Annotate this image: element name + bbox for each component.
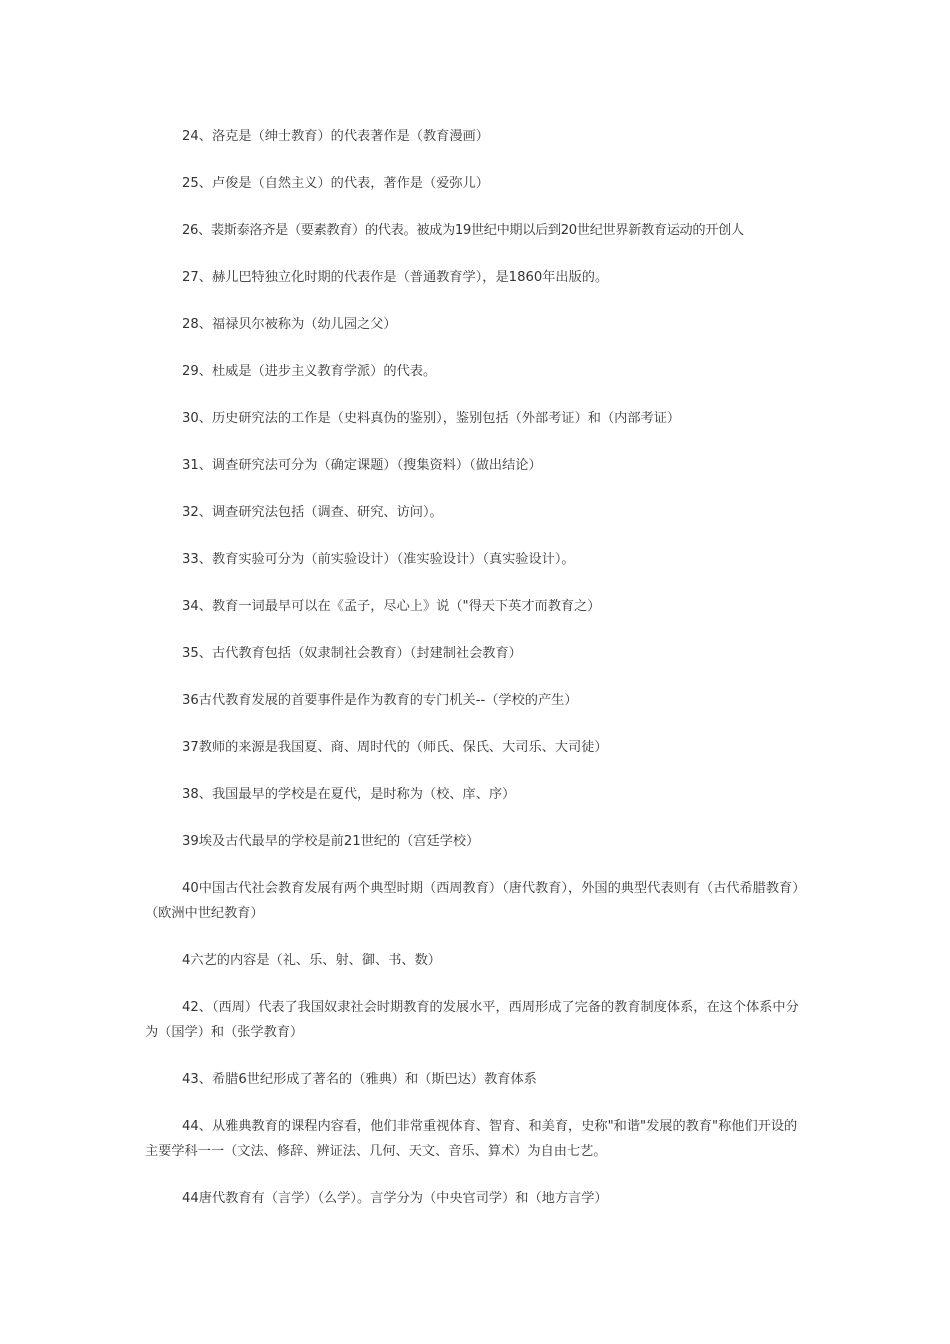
paragraph-30: 30、历史研究法的工作是（史料真伪的鉴别），鉴别包括（外部考证）和（内部考证） — [182, 411, 681, 426]
paragraph-37: 37教师的来源是我国夏、商、周时代的（师氏、保氏、大司乐、大司徒） — [182, 740, 608, 755]
paragraph-25: 25、卢俊是（自然主义）的代表，著作是（爱弥儿） — [182, 176, 489, 191]
paragraph-41: 4六艺的内容是（礼、乐、射、御、书、数） — [182, 953, 441, 968]
paragraph-32: 32、调查研究法包括（调查、研究、访问）。 — [182, 505, 443, 520]
paragraph-44b: 44唐代教育有（言学）（么学）。言学分为（中央官司学）和（地方言学） — [182, 1191, 608, 1206]
paragraph-34: 34、教育一词最早可以在《孟子，尽心上》说（"得天下英才而教育之） — [182, 599, 601, 614]
paragraph-40: 40中国古代社会教育发展有两个典型时期（西周教育）（唐代教育），外国的典型代表则有（古代希腊教育）（欧洲中世纪教育） — [145, 881, 806, 921]
paragraph-31: 31、调查研究法可分为（确定课题）（搜集资料）（做出结论） — [182, 458, 542, 473]
paragraph-42: 42、（西周）代表了我国奴隶社会时期教育的发展水平，西周形成了完备的教育制度体系，在这个体系中分为（国学）和（张学教育） — [145, 1000, 799, 1040]
paragraph-29: 29、杜威是（进步主义教育学派）的代表。 — [182, 364, 437, 379]
document-body — [145, 124, 810, 1233]
paragraph-36: 36古代教育发展的首要事件是作为教育的专门机关--（学校的产生） — [182, 693, 578, 708]
paragraph-33: 33、教育实验可分为（前实验设计）（准实验设计）（真实验设计）。 — [182, 552, 575, 567]
paragraph-43: 43、希腊6世纪形成了著名的（雅典）和（斯巴达）教育体系 — [182, 1072, 537, 1087]
paragraph-26: 26、裴斯泰洛齐是（要素教育）的代表。被成为19世纪中期以后到20世纪世界新教育运动的开创人 — [182, 223, 744, 238]
paragraph-44a: 44、从雅典教育的课程内容看，他们非常重视体育、智育、和美育，史称"和谐"发展的教育"称他们开设的主要学科一一（文法、修辞、辨证法、几何、天文、音乐、算术）为自由七艺。 — [145, 1119, 798, 1159]
paragraph-27: 27、赫儿巴特独立化时期的代表作是（普通教育学），是1860年出版的。 — [182, 270, 609, 285]
paragraph-38: 38、我国最早的学校是在夏代，是时称为（校、庠、序） — [182, 787, 516, 802]
paragraph-28: 28、福禄贝尔被称为（幼儿园之父） — [182, 317, 397, 332]
paragraph-35: 35、古代教育包括（奴隶制社会教育）（封建制社会教育） — [182, 646, 522, 661]
paragraph-39: 39埃及古代最早的学校是前21世纪的（宫廷学校） — [182, 834, 480, 849]
paragraph-24: 24、洛克是（绅士教育）的代表著作是（教育漫画） — [182, 129, 489, 144]
